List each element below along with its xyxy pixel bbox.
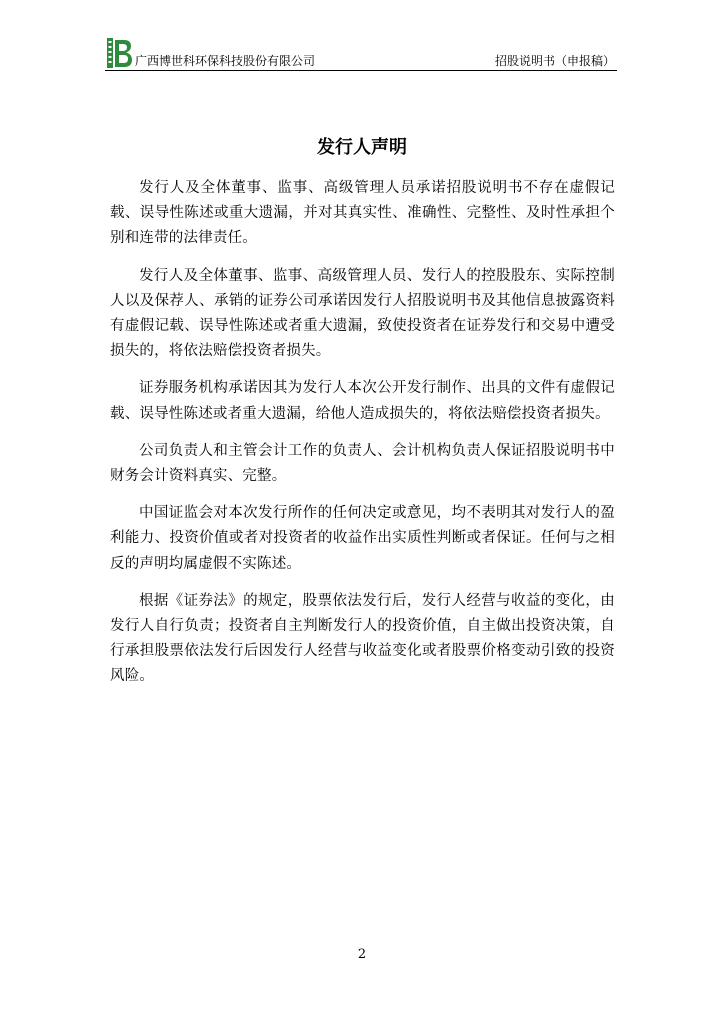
page-header [105,38,617,71]
company-name: 广西博世科环保科技股份有限公司 [135,54,316,68]
declaration-paragraph: 发行人及全体董事、监事、高级管理人员承诺招股说明书不存在虚假记载、误导性陈述或重大遗漏，并对其真实性、准确性、完整性、及时性承担个别和连带的法律责任。 [110,180,615,247]
page-number: 2 [357,947,367,962]
page-title: 发行人声明 [317,137,407,158]
declaration-paragraph: 中国证监会对本次发行所作的任何决定或意见，均不表明其对发行人的盈利能力、投资价值或者对投资者的收益作出实质性判断或者保证。任何与之相反的声明均属虚假不实陈述。 [110,505,615,572]
declaration-paragraph: 根据《证券法》的规定，股票依法发行后，发行人经营与收益的变化，由发行人自行负责；投资者自主判断发行人的投资价值，自主做出投资决策，自行承担股票依法发行后因发行人经营与收益变化或者股票价格变动引致的投资风险。 [110,592,615,685]
document-type: 招股说明书（申报稿） [494,54,615,68]
declaration-body [110,176,615,702]
company-logo-icon [107,38,133,68]
declaration-paragraph: 公司负责人和主管会计工作的负责人、会计机构负责人保证招股说明书中财务会计资料真实、完整。 [110,442,615,485]
declaration-paragraph: 发行人及全体董事、监事、高级管理人员、发行人的控股股东、实际控制人以及保荐人、承销的证券公司承诺因发行人招股说明书及其他信息披露资料有虚假记载、误导性陈述或者重大遗漏，致使投资者在证券发行和交易中遭受损失的，将依法赔偿投资者损失。 [110,267,615,360]
declaration-paragraph: 证券服务机构承诺因其为发行人本次公开发行制作、出具的文件有虚假记载、误导性陈述或者重大遗漏，给他人造成损失的，将依法赔偿投资者损失。 [110,380,615,422]
